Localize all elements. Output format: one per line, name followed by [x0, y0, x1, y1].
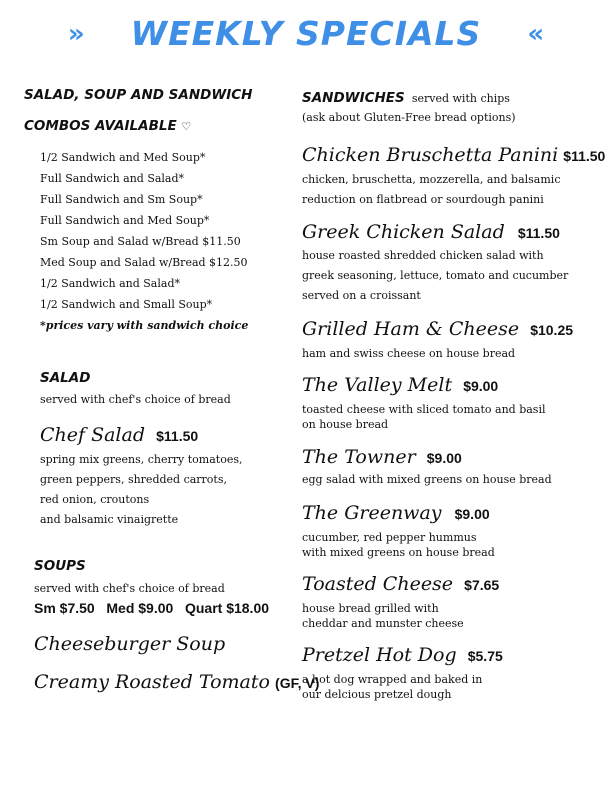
desc-line: with mixed greens on house bread — [302, 546, 495, 559]
sandwiches-subtitle: (ask about Gluten-Free bread options) — [302, 111, 516, 124]
desc-line: chicken, bruschetta, mozzerella, and balsamic — [302, 173, 561, 186]
combo-item: Full Sandwich and Salad* — [40, 172, 185, 185]
soup-item-cheeseburger: Cheeseburger Soup — [34, 633, 226, 655]
sandwich-description — [302, 530, 495, 560]
soup-item-tag: (GF, V) — [275, 675, 320, 691]
desc-line: a hot dog wrapped and baked in — [302, 673, 483, 686]
sandwich-name: Greek Chicken Salad — [302, 221, 505, 243]
combo-item: 1/2 Sandwich and Salad* — [40, 277, 180, 290]
sandwich-name: Toasted Cheese — [302, 573, 454, 595]
desc-line: on house bread — [302, 418, 389, 431]
salad-item-name: Chef Salad — [40, 424, 146, 446]
desc-line: served on a croissant — [302, 289, 421, 302]
sandwich-description — [302, 344, 515, 364]
desc-line: house roasted shredded chicken salad with — [302, 249, 544, 262]
salad-subtitle: served with chef's choice of bread — [40, 393, 231, 406]
sandwiches-header-suffix: served with chips — [411, 92, 510, 105]
combos-header-line1: SALAD, SOUP AND SANDWICH — [24, 87, 253, 103]
desc-line: green peppers, shredded carrots, — [40, 473, 227, 486]
salad-item — [40, 424, 198, 446]
combo-item: 1/2 Sandwich and Small Soup* — [40, 298, 213, 311]
sandwich-name: The Towner — [302, 446, 416, 468]
sandwich-price: $9.00 — [463, 378, 499, 394]
sandwich-name: The Greenway — [302, 502, 442, 524]
sandwich-description — [302, 402, 546, 432]
page-title — [0, 14, 612, 53]
desc-line: cheddar and munster cheese — [302, 617, 464, 630]
sandwich-price: $7.65 — [464, 577, 500, 593]
sandwich-price: $11.50 — [517, 225, 560, 241]
chevron-left-icon: « — [527, 19, 545, 49]
sandwich-description — [302, 470, 552, 490]
sandwich-price: $10.25 — [530, 322, 574, 338]
sandwich-item — [302, 221, 560, 243]
desc-line: reduction on flatbread or sourdough panini — [302, 193, 544, 206]
sandwich-price: $11.50 — [563, 148, 606, 164]
desc-line: cucumber, red pepper hummus — [302, 531, 477, 544]
sandwiches-header-text: SANDWICHES — [302, 90, 405, 106]
salad-header: SALAD — [40, 370, 91, 386]
desc-line: and balsamic vinaigrette — [40, 513, 179, 526]
sandwich-price: $5.75 — [467, 648, 503, 664]
salad-description — [40, 450, 243, 530]
title-text: WEEKLY SPECIALS — [130, 14, 482, 53]
sandwich-description — [302, 246, 568, 306]
sandwich-description — [302, 601, 464, 631]
sandwich-item — [302, 502, 490, 524]
sandwich-name: Pretzel Hot Dog — [302, 644, 457, 666]
soup-item-name: Creamy Roasted Tomato — [34, 671, 270, 693]
soups-header: SOUPS — [34, 558, 86, 574]
sandwich-item — [302, 446, 462, 468]
heart-icon: ♡ — [181, 120, 192, 133]
sandwich-name: The Valley Melt — [302, 374, 453, 396]
combo-item: Sm Soup and Salad w/Bread $11.50 — [40, 235, 241, 248]
combo-item: 1/2 Sandwich and Med Soup* — [40, 151, 206, 164]
sandwich-price: $9.00 — [454, 506, 490, 522]
desc-line: egg salad with mixed greens on house bread — [302, 473, 552, 486]
sandwich-price: $9.00 — [426, 450, 462, 466]
sandwich-item — [302, 374, 498, 396]
sandwich-description — [302, 170, 560, 210]
desc-line: toasted cheese with sliced tomato and basil — [302, 403, 546, 416]
sandwich-name: Grilled Ham & Cheese — [302, 318, 520, 340]
desc-line: ham and swiss cheese on house bread — [302, 347, 516, 360]
sandwich-item — [302, 144, 605, 166]
desc-line: greek seasoning, lettuce, tomato and cucumber — [302, 269, 569, 282]
sandwich-item — [302, 644, 503, 666]
sandwich-description — [302, 672, 482, 702]
desc-line: house bread grilled with — [302, 602, 439, 615]
salad-item-price: $11.50 — [156, 428, 199, 444]
desc-line: our delcious pretzel dough — [302, 688, 452, 701]
combo-price-note: *prices vary with sandwich choice — [40, 319, 249, 332]
combo-item: Full Sandwich and Med Soup* — [40, 214, 210, 227]
soups-sizes: Sm $7.50 Med $9.00 Quart $18.00 — [34, 600, 270, 616]
desc-line: spring mix greens, cherry tomatoes, — [40, 453, 243, 466]
combos-header-text: COMBOS AVAILABLE — [24, 118, 177, 134]
combo-item: Full Sandwich and Sm Soup* — [40, 193, 203, 206]
sandwich-item — [302, 573, 499, 595]
chevron-right-icon: » — [67, 19, 85, 49]
combo-item: Med Soup and Salad w/Bread $12.50 — [40, 256, 248, 269]
sandwiches-header — [302, 87, 510, 106]
sandwich-item — [302, 318, 573, 340]
soup-item-tomato — [34, 671, 319, 693]
soups-subtitle: served with chef's choice of bread — [34, 582, 225, 595]
sandwich-name: Chicken Bruschetta Panini — [302, 144, 559, 166]
desc-line: red onion, croutons — [40, 493, 150, 506]
combos-header-line2 — [24, 118, 191, 134]
